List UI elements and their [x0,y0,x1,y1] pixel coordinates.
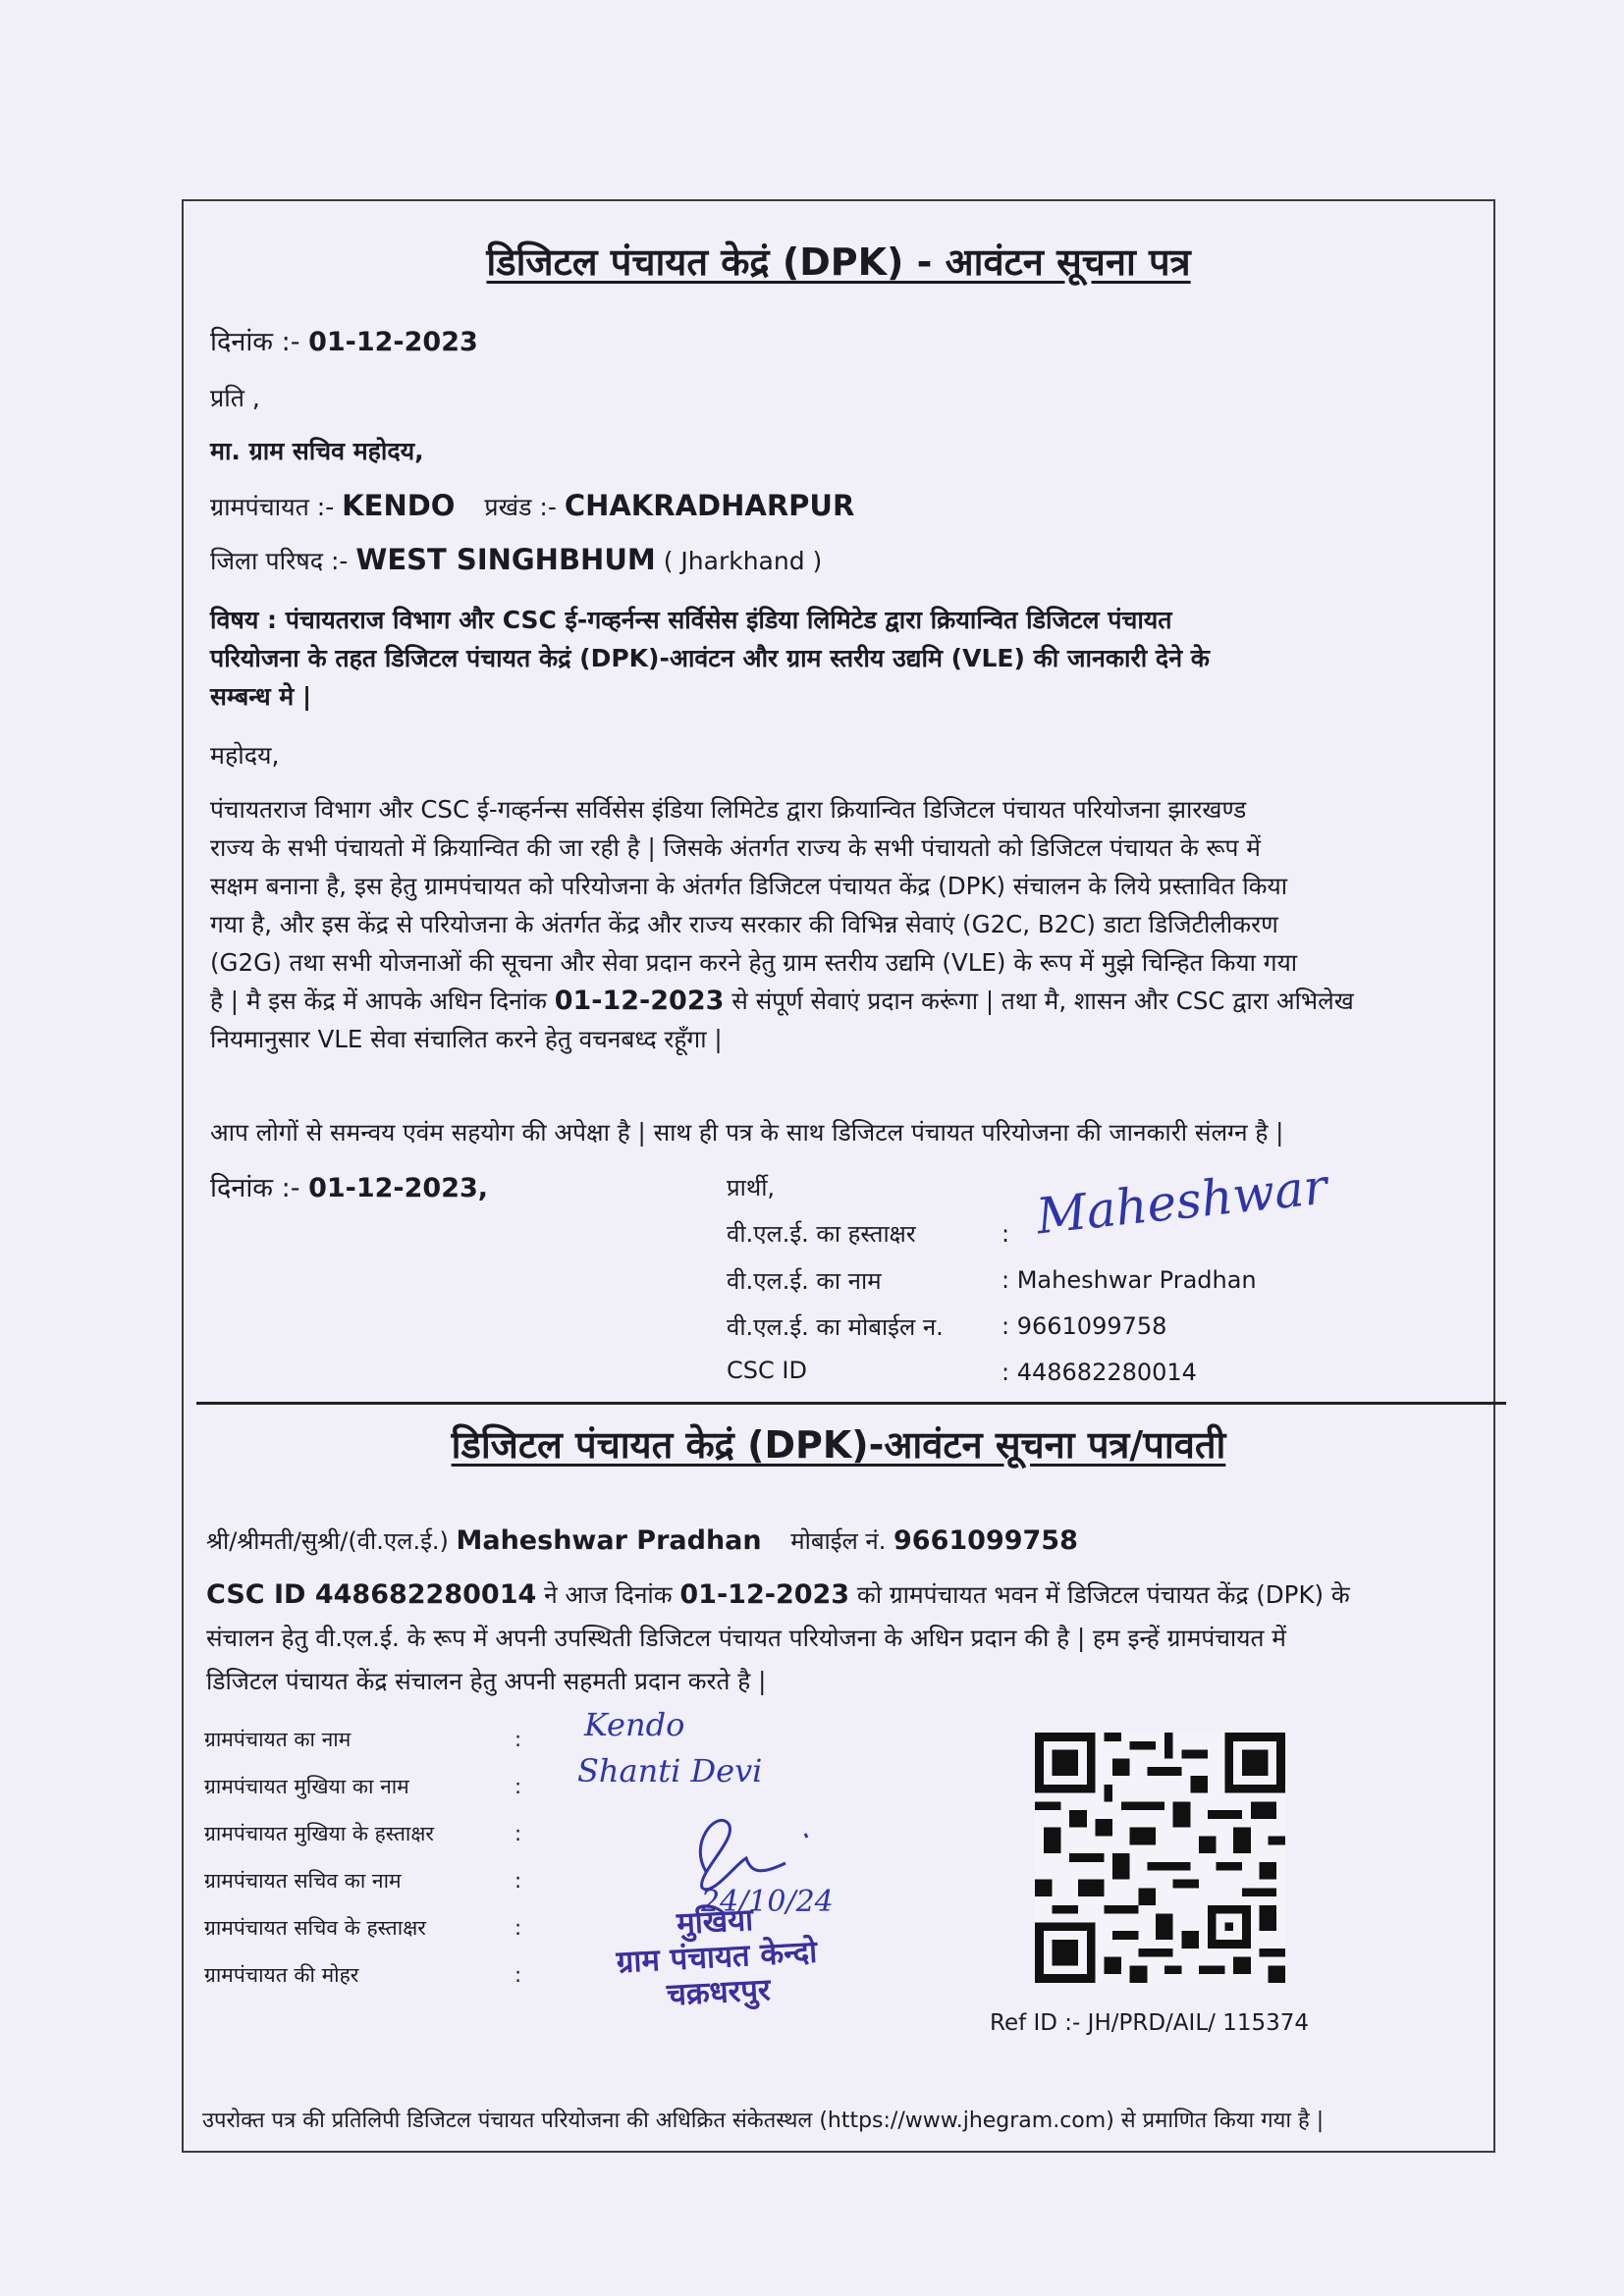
footer-note: उपरोक्त पत्र की प्रतिलिपी डिजिटल पंचायत परियोजना की अधिक्रित संकेतस्थल (https://www.jhegram.com) से प्रमाणित किया गया है | [202,2109,1325,2133]
section-divider [196,1402,1506,1405]
signature-date: 24/10/24 [701,1885,834,1919]
applicant-label: प्रार्थी, [727,1174,776,1201]
acknowledgement-body: CSC ID 448682280014 ने आज दिनांक 01-12-2023 को ग्रामपंचायत भवन में डिजिटल पंचायत केंद्र (DPK) के संचालन हेतु वी.एल.ई. के रूप में अपनी उपस्थिती डिजिटल पंचायत परियोजना के अधिन प्रदान की है | हम इन्हें ग्रामपंचायत में डिजिटल पंचायत केंद्र संचालन हेतु अपनी सहमती प्रदान करते है | [206,1579,1350,1695]
gp-field-colons: : : : : : : [514,1728,522,1987]
vle-name-line: श्री/श्रीमती/सुश्री/(वी.एल.ई.) Maheshwar Pradhan मोबाईल नं. 9661099758 [206,1525,1078,1556]
ref-id: Ref ID :- JH/PRD/AIL/ 115374 [990,2010,1309,2036]
csc-id-label: CSC ID [727,1357,807,1384]
recipient: मा. ग्राम सचिव महोदय, [210,437,424,465]
mukhiya-signature-label: ग्रामपंचायत मुखिया के हस्ताक्षर [204,1822,435,1845]
vle-name-value: : Maheshwar Pradhan [1001,1266,1257,1294]
mukhiya-name-label: ग्रामपंचायत मुखिया का नाम [204,1775,409,1798]
vle-signature: Maheshwar [1033,1157,1330,1246]
csc-id-value: : 448682280014 [1001,1359,1197,1386]
allotment-letter-title: डिजिटल पंचायत केद्रं (DPK) - आवंटन सूचना पत्र [486,240,1191,284]
closing-line: आप लोगों से समन्वय एवंम सहयोग की अपेक्षा है | साथ ही पत्र के साथ डिजिटल पंचायत परियोजना की जानकारी संलग्न है | [210,1118,1284,1147]
gp-seal-label: ग्रामपंचायत की मोहर [204,1963,359,1987]
vle-name-label: वी.एल.ई. का नाम [727,1267,882,1295]
vle-signature-colon: : [1001,1220,1010,1248]
gp-name-label: ग्रामपंचायत का नाम [204,1728,352,1751]
secretary-name-label: ग्रामपंचायत सचिव का नाम [204,1869,402,1893]
prati-line: प्रति , [210,384,260,412]
qr-code [1035,1733,1285,1983]
vle-mobile-value: : 9661099758 [1001,1312,1167,1340]
vle-signature-label: वी.एल.ई. का हस्ताक्षर [727,1220,916,1248]
secretary-signature-label: ग्रामपंचायत सचिव के हस्ताक्षर [204,1916,426,1940]
district-line: जिला परिषद :- WEST SINGHBHUM ( Jharkhand ) [210,543,823,576]
gram-panchayat-line: ग्रामपंचायत :- KENDO प्रखंड :- CHAKRADHARPUR [210,489,855,522]
vle-mobile-label: वी.एल.ई. का मोबाईल न. [727,1313,944,1341]
letter-date-2: दिनांक :- 01-12-2023, [210,1173,489,1203]
letter-date: दिनांक :- 01-12-2023 [210,327,478,357]
subject: विषय : पंचायतराज विभाग और CSC ई-गव्हर्नन्स सर्विसेस इंडिया लिमिटेड द्वारा क्रियान्वित डिजिटल पंचायत परियोजना के तहत डिजिटल पंचायत केद्रं (DPK)-आवंटन और ग्राम स्तरीय उद्यमि (VLE) की जानकारी देने के सम्बन्ध मे | [210,606,1210,711]
gram-panchayat-stamp: मुखिया ग्राम पंचायत केन्दो चक्रधरपुर [615,1902,819,2013]
gp-name-handwritten: Kendo [584,1706,685,1743]
acknowledgement-title: डिजिटल पंचायत केद्रं (DPK)-आवंटन सूचना पत्र/पावती [451,1423,1226,1467]
letter-body: पंचायतराज विभाग और CSC ई-गव्हर्नन्स सर्विसेस इंडिया लिमिटेड द्वारा क्रियान्वित डिजिटल पंचायत परियोजना झारखण्ड राज्य के सभी पंचायतो में क्रियान्वित की जा रही है | जिसके अंतर्गत राज्य के सभी पंचायतो को डिजिटल पंचायत के रूप में सक्षम बनाना है, इस हेतु ग्रामपंचायत को परियोजना के अंतर्गत डिजिटल पंचायत केंद्र (DPK) संचालन के लिये प्रस्तावित किया गया है, और इस केंद्र से परियोजना के अंतर्गत केंद्र और राज्य सरकार की विभिन्न सेवाएं (G2C, B2C) डाटा डिजिटीलीकरण (G2G) तथा सभी योजनाओं की सूचना और सेवा प्रदान करने हेतु ग्राम स्तरीय उद्यमि (VLE) के रूप में मुझे चिन्हित किया गया है | मै इस केंद्र में आपके अधिन दिनांक 01-12-2023 से संपूर्ण सेवाएं प्रदान करूंगा | तथा मै, शासन और CSC द्वारा अभिलेख नियमानुसार VLE सेवा संचालित करने हेतु वचनबध्द रहूँगा | [210,795,1354,1053]
mukhiya-name-handwritten: Shanti Devi [577,1752,763,1789]
salutation: महोदय, [210,741,280,770]
gp-field-labels [204,1716,434,1999]
